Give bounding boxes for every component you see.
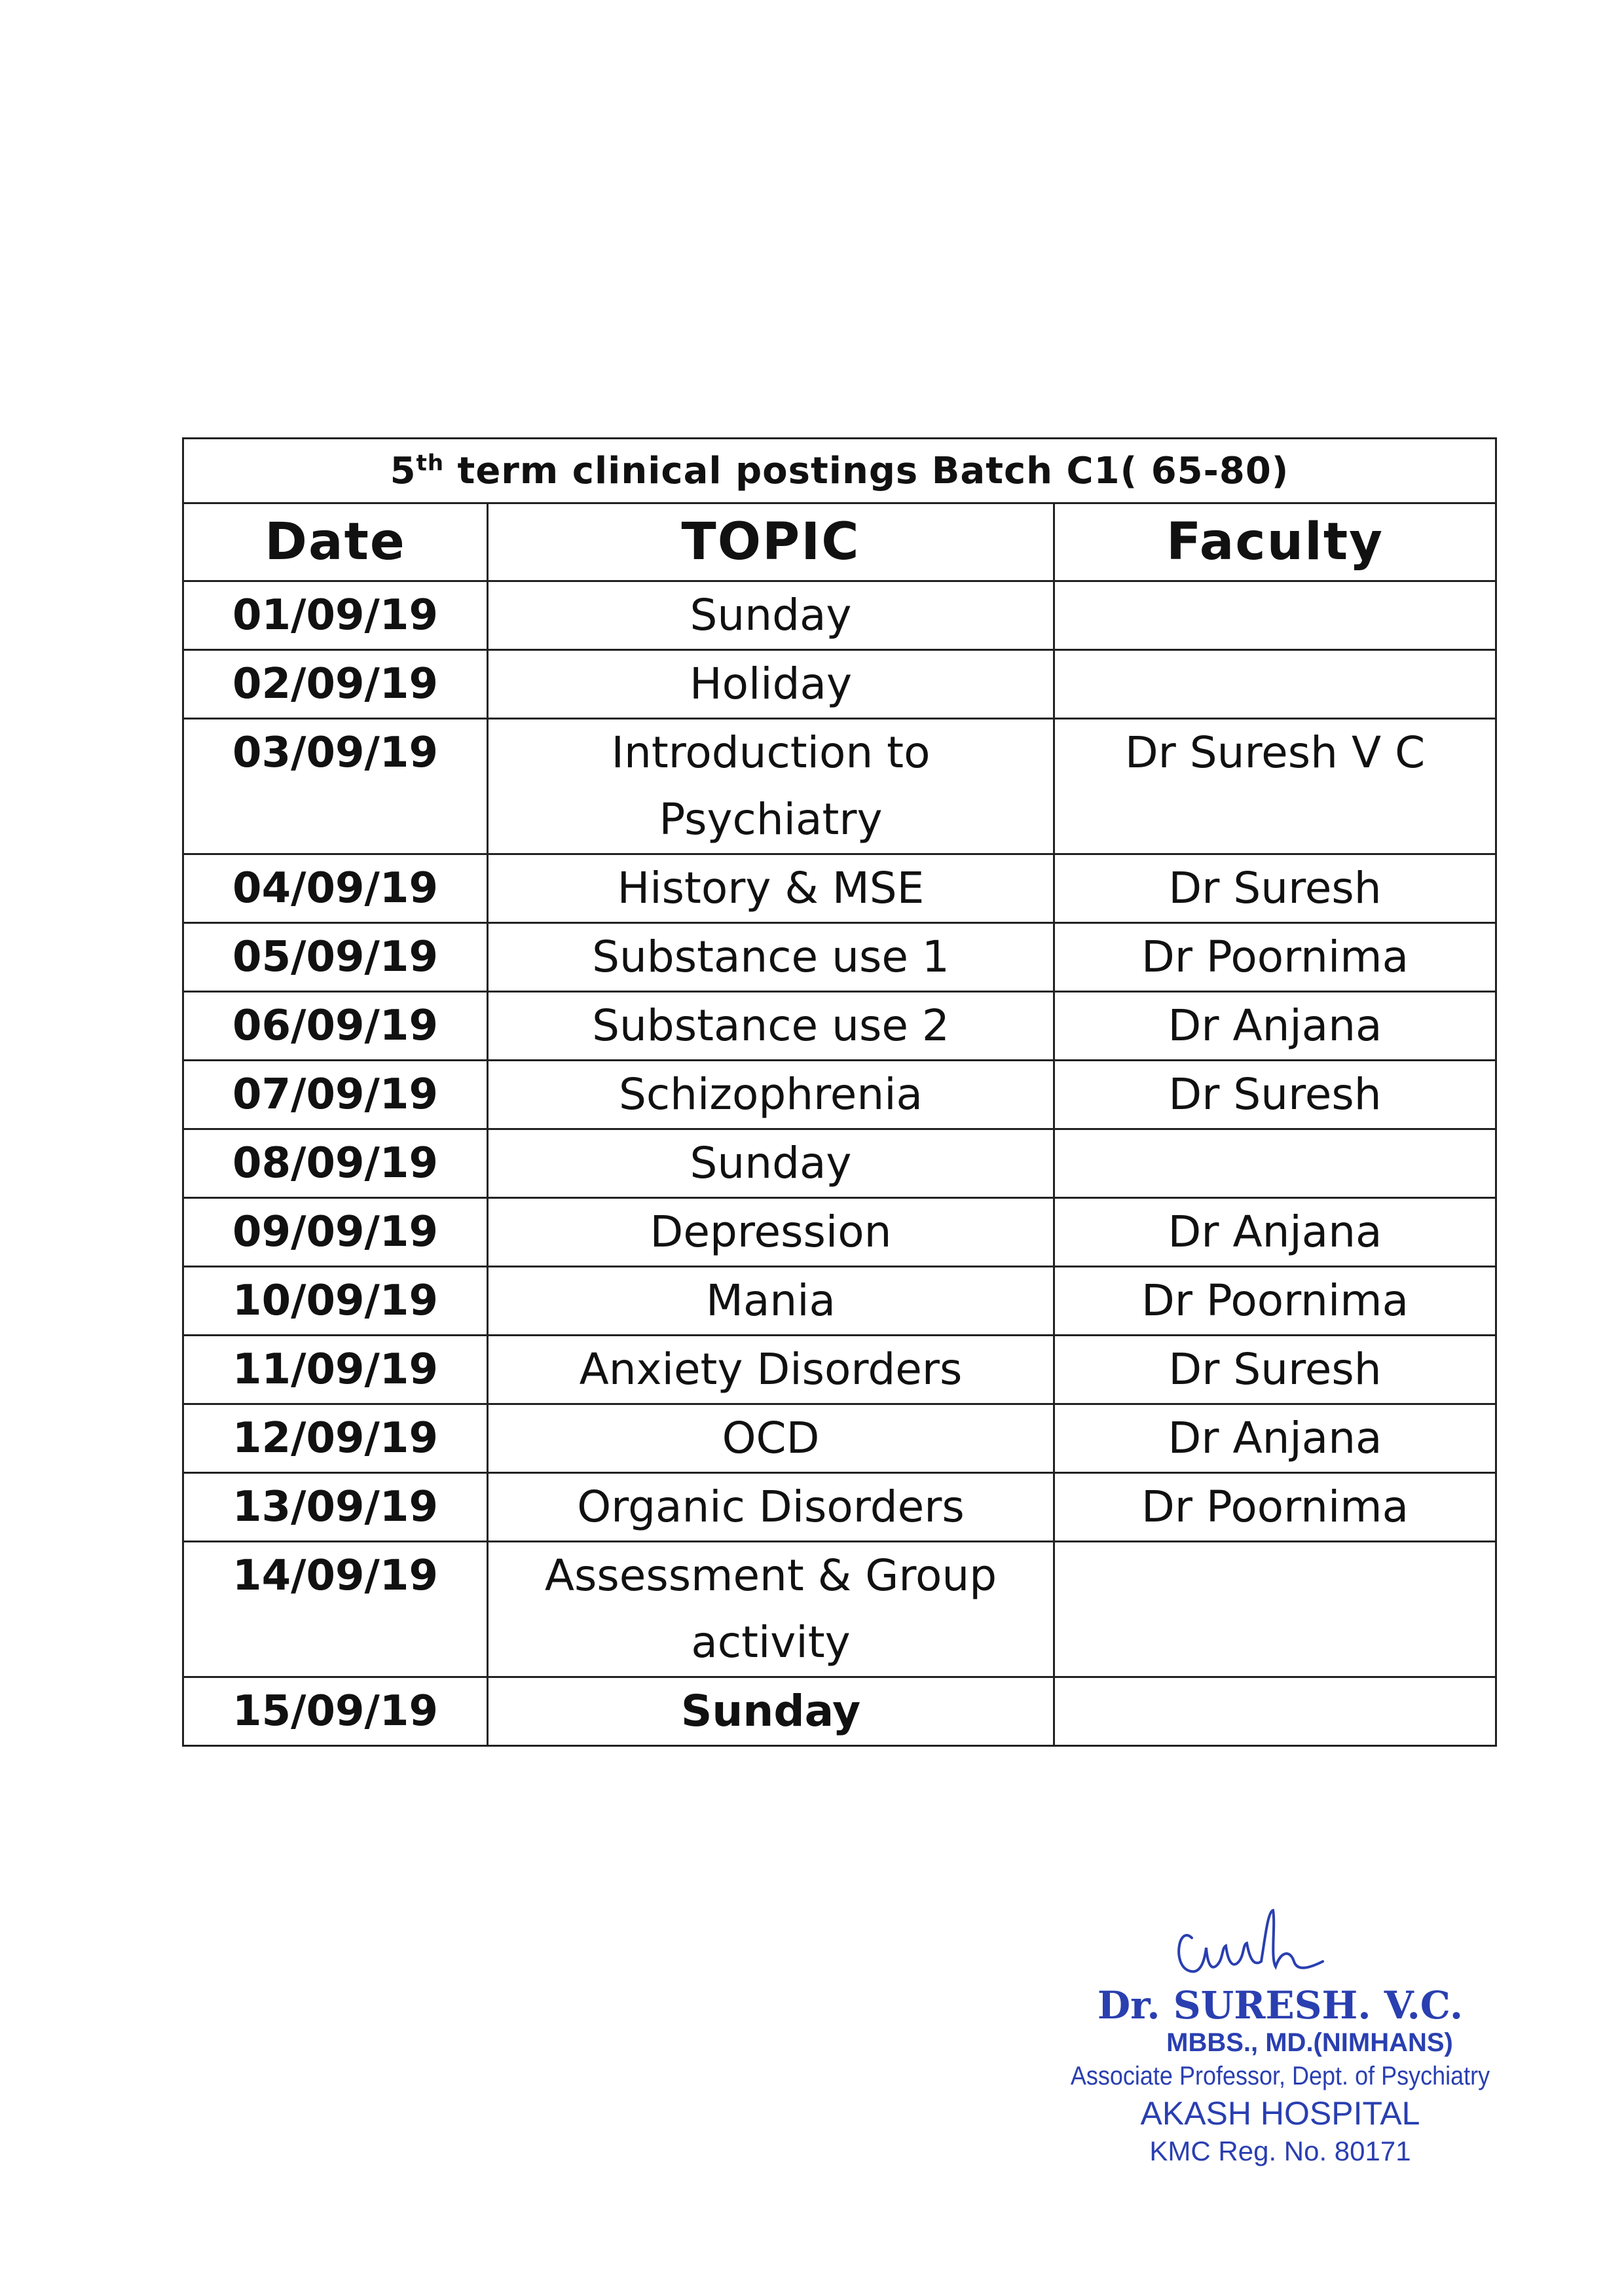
date-cell: 15/09/19 [183, 1677, 488, 1746]
topic-cell: Depression [488, 1198, 1054, 1267]
faculty-cell [1054, 581, 1496, 650]
table-row [183, 1677, 1496, 1746]
table-title-row [183, 439, 1496, 503]
date-cell: 09/09/19 [183, 1198, 488, 1267]
faculty-cell: Dr Suresh [1054, 854, 1496, 923]
topic-cell: Schizophrenia [488, 1061, 1054, 1129]
stamp-qualifications: MBBS., MD.(NIMHANS) [1166, 2028, 1453, 2057]
topic-line: Introduction to [611, 727, 931, 778]
doctor-stamp [1035, 1984, 1526, 2170]
topic-cell: Sunday [488, 581, 1054, 650]
topic-cell: Mania [488, 1267, 1054, 1336]
table-row [183, 1267, 1496, 1336]
faculty-cell [1054, 1129, 1496, 1198]
signature-icon [1166, 1899, 1362, 1997]
topic-line: Psychiatry [659, 794, 883, 845]
topic-cell: History & MSE [488, 854, 1054, 923]
table-row [183, 1336, 1496, 1404]
topic-line: Assessment & Group [544, 1550, 997, 1601]
date-cell: 06/09/19 [183, 992, 488, 1061]
date-cell: 04/09/19 [183, 854, 488, 923]
faculty-cell: Dr Suresh [1054, 1336, 1496, 1404]
table-row [183, 1404, 1496, 1473]
topic-cell: Sunday [488, 1677, 1054, 1746]
header-topic: TOPIC [488, 503, 1054, 581]
stamp-registration: KMC Reg. No. 80171 [1149, 2136, 1411, 2166]
topic-cell: Substance use 2 [488, 992, 1054, 1061]
faculty-cell: Dr Suresh V C [1054, 719, 1496, 854]
topic-cell: Anxiety Disorders [488, 1336, 1054, 1404]
table-row [183, 1198, 1496, 1267]
table-row [183, 719, 1496, 854]
table-row [183, 581, 1496, 650]
table-row [183, 1473, 1496, 1542]
schedule-table [182, 437, 1497, 1747]
faculty-cell: Dr Anjana [1054, 1404, 1496, 1473]
faculty-cell: Dr Suresh [1054, 1061, 1496, 1129]
topic-cell [488, 719, 1054, 854]
table-header-row [183, 503, 1496, 581]
date-cell: 10/09/19 [183, 1267, 488, 1336]
topic-cell [488, 1542, 1054, 1677]
faculty-cell [1054, 1542, 1496, 1677]
table-row [183, 854, 1496, 923]
table-row [183, 1061, 1496, 1129]
date-cell: 13/09/19 [183, 1473, 488, 1542]
date-cell: 02/09/19 [183, 650, 488, 719]
date-cell: 07/09/19 [183, 1061, 488, 1129]
date-cell: 03/09/19 [183, 719, 488, 854]
table-row [183, 992, 1496, 1061]
table-row [183, 1542, 1496, 1677]
faculty-cell: Dr Poornima [1054, 1473, 1496, 1542]
table-row [183, 650, 1496, 719]
faculty-cell: Dr Anjana [1054, 992, 1496, 1061]
faculty-cell: Dr Anjana [1054, 1198, 1496, 1267]
topic-cell: Substance use 1 [488, 923, 1054, 992]
date-cell: 11/09/19 [183, 1336, 488, 1404]
date-cell: 08/09/19 [183, 1129, 488, 1198]
table-row [183, 1129, 1496, 1198]
header-date: Date [183, 503, 488, 581]
date-cell: 14/09/19 [183, 1542, 488, 1677]
topic-cell: Sunday [488, 1129, 1054, 1198]
stamp-designation: Associate Professor, Dept. of Psychiatry [1070, 2062, 1490, 2090]
faculty-cell [1054, 1677, 1496, 1746]
faculty-cell: Dr Poornima [1054, 1267, 1496, 1336]
date-cell: 05/09/19 [183, 923, 488, 992]
topic-line: activity [691, 1617, 851, 1667]
stamp-name: Dr. SURESH. V.C. [1097, 1983, 1464, 2028]
table-title: 5th term clinical postings Batch C1( 65-80) [183, 439, 1496, 503]
topic-cell: OCD [488, 1404, 1054, 1473]
header-faculty: Faculty [1054, 503, 1496, 581]
date-cell: 12/09/19 [183, 1404, 488, 1473]
topic-cell: Holiday [488, 650, 1054, 719]
stamp-hospital: AKASH HOSPITAL [1140, 2095, 1420, 2132]
topic-cell: Organic Disorders [488, 1473, 1054, 1542]
faculty-cell: Dr Poornima [1054, 923, 1496, 992]
faculty-cell [1054, 650, 1496, 719]
date-cell: 01/09/19 [183, 581, 488, 650]
table-row [183, 923, 1496, 992]
